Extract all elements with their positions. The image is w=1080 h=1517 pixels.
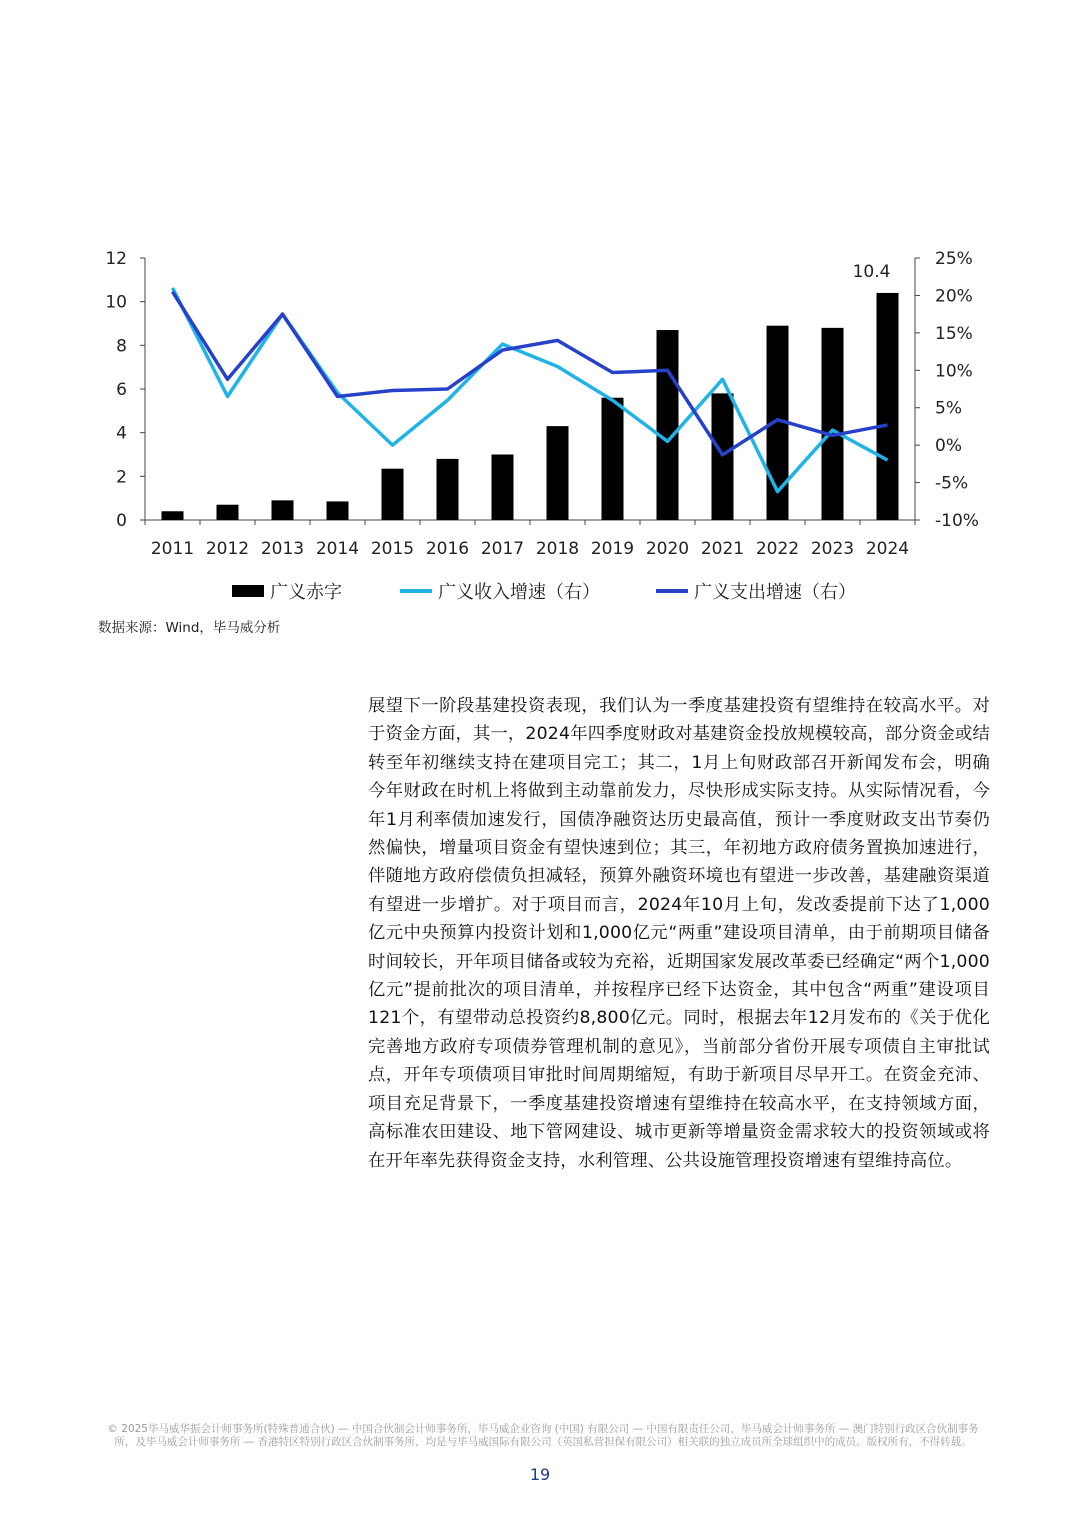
x-tick-label: 2022 [755,539,800,559]
right-tick-label: 5% [935,398,962,419]
bar-deficit [437,459,459,520]
right-tick-label: 0% [935,436,962,457]
left-tick-label: 0 [116,511,127,531]
chart-legend [0,578,1080,604]
bar-deficit [327,501,349,520]
right-tick-label: 25% [935,249,973,269]
left-tick-label: 10 [105,292,127,313]
bar-deficit [492,455,514,521]
left-tick-label: 6 [116,380,127,400]
legend-item-expenditure [656,578,856,604]
left-tick-label: 8 [116,336,127,357]
x-tick-label: 2013 [260,539,305,559]
x-tick-label: 2017 [480,539,525,559]
bar-deficit [602,398,624,520]
page-number: 19 [529,1465,551,1484]
bar-deficit [547,426,569,520]
x-tick-label: 2016 [425,539,470,559]
right-tick-label: 15% [935,323,973,344]
legend-swatch-expenditure [656,589,688,593]
bar-data-label: 10.4 [852,261,891,282]
body-paragraph: 展望下一阶段基建投资表现，我们认为一季度基建投资有望维持在较高水平。对于资金方面，其一，2024年四季度财政对基建资金投放规模较高，部分资金或结转至年初继续支持在建项目完工；其二，1月上旬财政部召开新闻发布会，明确今年财政在时机上将做到主动靠前发力，尽快形成实际支持。从实际情况看，今年1月利率债加速发行，国债净融资达历史最高值，预计一季度财政支出节奏仍然偏快，增量项目资金有望快速到位；其三，年初地方政府债务置换加速进行，伴随地方政府偿债负担减轻，预算外融资环境也有望进一步改善，基建融资渠道有望进一步增扩。对于项目而言，2024年10月上旬，发改委提前下达了1,000亿元中央预算内投资计划和1,000亿元“两重”建设项目清单，由于前期项目储备时间较长，开年项目储备或较为充裕，近期国家发展改革委已经确定“两个1,000亿元”提前批次的项目清单，并按程序已经下达资金，其中包含“两重”建设项目121个，有望带动总投资约8,800亿元。同时，根据去年12月发布的《关于优化完善地方政府专项债券管理机制的意见》，当前部分省份开展专项债自主审批试点，开年专项债项目审批时间周期缩短，有助于新项目尽早开工。在资金充沛、项目充足背景下，一季度基建投资增速有望维持在较高水平，在支持领域方面，高标准农田建设、地下管网建设、城市更新等增量资金需求较大的投资领域或将在开年率先获得资金支持，水利管理、公共设施管理投资增速有望维持高位。 [368,696,990,1171]
left-tick-label: 12 [105,249,127,269]
x-tick-label: 2012 [205,539,250,559]
x-tick-label: 2011 [150,539,195,559]
bar-deficit [822,328,844,520]
legend-item-revenue [400,578,600,604]
x-tick-label: 2014 [315,539,360,559]
x-tick-label: 2019 [590,539,635,559]
footer-copyright: © 2025毕马威华振会计师事务所(特殊普通合伙) — 中国合伙制会计师事务所，毕马威企业咨询 (中国) 有限公司 — 中国有限责任公司，毕马威会计师事务所 — 澳门特别行政区合伙制事务所，及毕马威会计师事务所 — 香港特区特别行政区合伙制事务所，均是与毕马威国际有限公司（英国私营担保有限公司）相关联的独立成员所全球组织中的成员。版权所有，不得转载。 [107,1423,979,1448]
x-tick-label: 2021 [700,539,745,559]
x-tick-label: 2018 [535,539,580,559]
legend-label-revenue: 广义收入增速（右） [438,582,600,603]
deficit-growth-chart [0,230,1080,570]
right-tick-label: -10% [935,511,979,531]
x-tick-label: 2023 [810,539,855,559]
x-tick-label: 2015 [370,539,415,559]
legend-swatch-revenue [400,589,432,593]
bar-deficit [272,500,294,520]
chart-source: 数据来源：Wind，毕马威分析 [98,620,281,636]
bar-deficit [877,293,899,520]
x-tick-label: 2024 [865,539,910,559]
right-tick-label: -5% [935,473,969,494]
bar-deficit [382,469,404,520]
legend-item-deficit [232,578,342,604]
x-tick-label: 2020 [645,539,690,559]
legend-label-expenditure: 广义支出增速（右） [694,582,856,603]
right-tick-label: 20% [935,286,973,307]
legend-swatch-bar [232,585,264,597]
legend-label-deficit: 广义赤字 [270,582,342,603]
bar-deficit [657,330,679,520]
bar-deficit [712,393,734,520]
bar-deficit [162,511,184,520]
chart-container [0,230,1080,630]
right-tick-label: 10% [935,361,973,382]
left-tick-label: 4 [116,423,127,444]
bar-deficit [217,505,239,520]
left-tick-label: 2 [116,467,127,488]
